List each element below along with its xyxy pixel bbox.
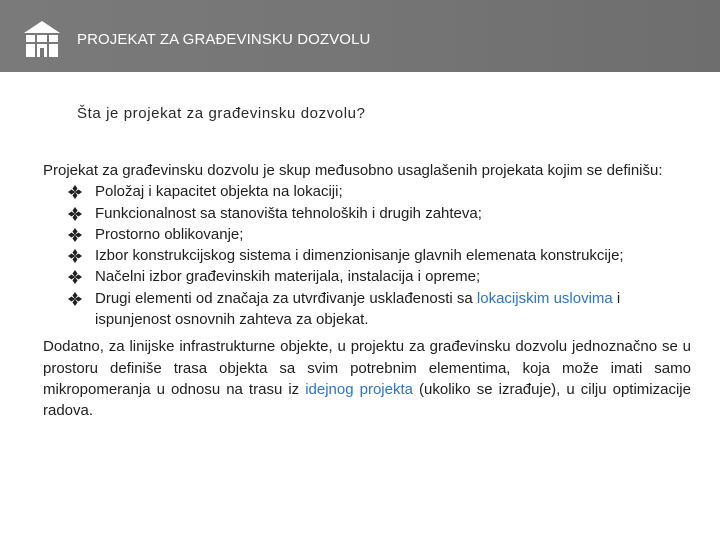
bullet-text: Funkcionalnost sa stanovišta tehnoloških i drugih zahteva;	[95, 204, 482, 222]
bullet-item	[43, 245, 691, 266]
building-logo-icon	[22, 19, 62, 59]
second-paragraph	[43, 336, 691, 421]
slide-content	[43, 160, 691, 422]
paragraph-text: Dodatno, za linijske infrastrukturne objekte, u projektu za građevinsku dozvolu jednoznačno se u prostoru definiše trasa objekta sa svim potrebnim elementima, koja može imati samo mikropomeranja u odnosu na trasu iz	[43, 338, 691, 398]
four-diamond-bullet-icon	[68, 270, 82, 284]
four-diamond-bullet-icon	[68, 185, 82, 199]
bullet-text: Drugi elementi od značaja za utvrđivanje usklađenosti sa	[95, 289, 477, 307]
four-diamond-bullet-icon	[68, 249, 82, 263]
slide-subtitle: Šta je projekat za građevinsku dozvolu?	[77, 105, 366, 122]
paragraph-text: (ukoliko se izrađuje), u cilju optimizacije radova.	[43, 380, 691, 420]
four-diamond-bullet-icon	[68, 228, 82, 242]
lokacijski-uslovi-link[interactable]: lokacijskim uslovima	[476, 289, 613, 307]
bullet-text: i ispunjenost osnovnih zahteva za objekat.	[95, 289, 621, 329]
bullet-text: Prostorno oblikovanje;	[95, 225, 244, 243]
bullet-text: Načelni izbor građevinskih materijala, instalacija i opreme;	[95, 268, 481, 286]
bullet-item	[43, 181, 691, 202]
idejni-projekat-link[interactable]: idejnog projekta	[305, 380, 413, 398]
four-diamond-bullet-icon	[68, 207, 82, 221]
bullet-item	[43, 224, 691, 245]
bullet-list	[43, 181, 691, 330]
bullet-text: Položaj i kapacitet objekta na lokaciji;	[95, 183, 343, 201]
bullet-item	[43, 288, 691, 331]
bullet-item	[43, 203, 691, 224]
four-diamond-bullet-icon	[68, 292, 82, 306]
bullet-text: Izbor konstrukcijskog sistema i dimenzionisanje glavnih elemenata konstrukcije;	[95, 247, 624, 265]
intro-paragraph: Projekat za građevinsku dozvolu je skup međusobno usaglašenih projekata kojim se definišu:	[43, 162, 663, 179]
header-bar	[0, 0, 720, 72]
header-title: PROJEKAT ZA GRAĐEVINSKU DOZVOLU	[77, 31, 371, 48]
bullet-item	[43, 266, 691, 287]
